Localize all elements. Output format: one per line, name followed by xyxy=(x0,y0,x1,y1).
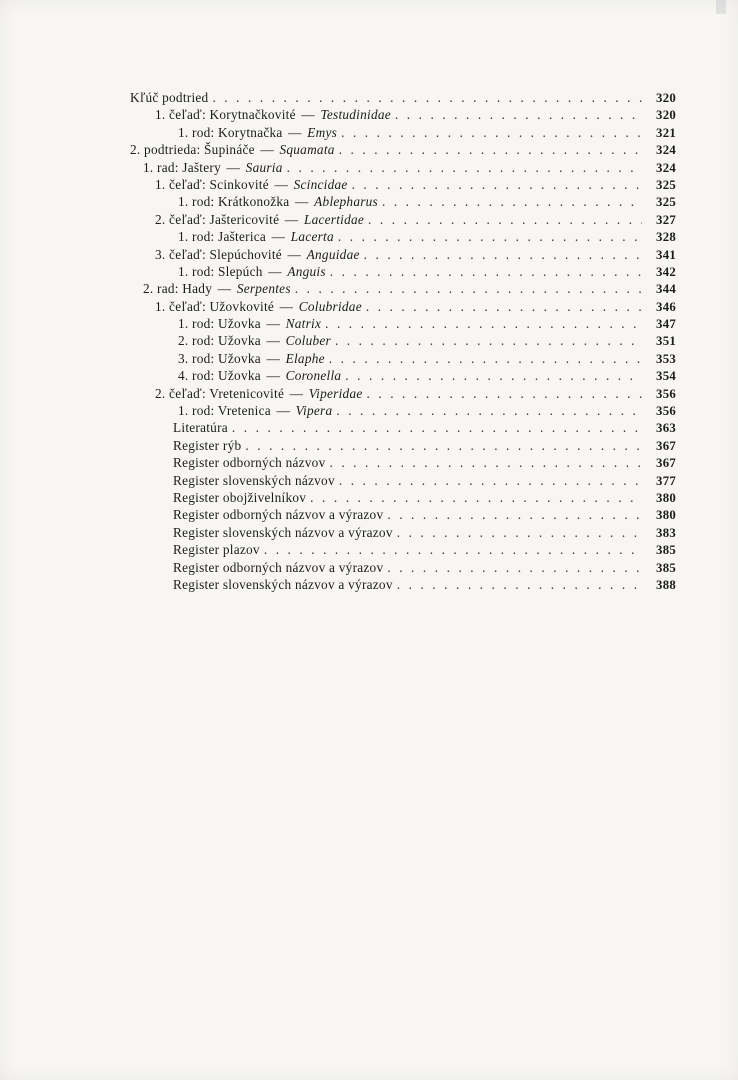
toc-entry-label: 3. rod: Užovka xyxy=(178,350,261,366)
toc-entry-label: 1. rod: Krátkonožka xyxy=(178,194,290,210)
toc-entry-label: Register odborných názvov xyxy=(173,455,326,471)
toc-leader-dots xyxy=(245,437,642,454)
toc-entry-label: 2. čeľaď: Vretenicovité xyxy=(155,385,285,401)
toc-entry-latin-name: Natrix xyxy=(285,316,322,332)
toc-entry-label: 3. čeľaď: Slepúchovité xyxy=(155,246,282,262)
toc-entry-latin-name: Lacerta xyxy=(290,229,334,245)
toc-page-number: 388 xyxy=(656,577,676,592)
toc-entry: 2. podtrieda: Šupináče — Squamata . . . 324 xyxy=(130,141,676,158)
toc-entry-latin-name: Coronella xyxy=(285,368,342,384)
toc-leader-dots xyxy=(295,280,642,297)
toc-page-number: 321 xyxy=(656,125,676,140)
toc-leader-dots xyxy=(339,141,642,158)
toc-entry-label: 1. rod: Slepúch xyxy=(178,263,263,279)
toc-entry-label: 1. čeľaď: Korytnačkovité xyxy=(155,107,296,123)
toc-page-number: 380 xyxy=(656,508,676,523)
toc-page-number: 346 xyxy=(656,299,676,314)
toc-leader-dots xyxy=(397,576,642,593)
toc-leader-dots xyxy=(367,385,643,402)
toc-entry-latin-name: Ablepharus xyxy=(314,194,378,210)
toc-page-number: 351 xyxy=(656,334,676,349)
toc-entry xyxy=(130,559,676,576)
toc-leader-dots xyxy=(335,332,642,349)
toc-entry-label: Register slovenských názvov a výrazov xyxy=(173,576,393,592)
toc-entry: 2. rod: Užovka — Coluber . . . 351 xyxy=(130,332,676,349)
toc-leader-dots xyxy=(397,524,642,541)
toc-page-number: 356 xyxy=(656,404,676,419)
toc-entry-label: Register odborných názvov a výrazov xyxy=(173,507,384,523)
toc-entry: 2. čeľaď: Jaštericovité — Lacertidae . . . 327 xyxy=(130,211,676,228)
toc-entry-label: Register obojživelníkov xyxy=(173,489,307,505)
toc-entry-latin-name: Coluber xyxy=(285,333,331,349)
toc-leader-dots xyxy=(232,419,642,436)
toc-leader-dots xyxy=(352,176,642,193)
toc-entry-latin-name: Viperidae xyxy=(308,385,363,401)
toc-page-number: 353 xyxy=(656,351,676,366)
toc-leader-dots xyxy=(339,472,642,489)
toc-page-number: 320 xyxy=(656,108,676,123)
toc-leader-dots xyxy=(287,159,642,176)
toc-entry-latin-name: Vipera xyxy=(295,403,333,419)
toc-entry-label: 4. rod: Užovka xyxy=(178,368,261,384)
toc-entry-label: 1. rod: Užovka xyxy=(178,316,261,332)
toc-entry: 4. rod: Užovka — Coronella . . . 354 xyxy=(130,367,676,384)
toc-leader-dots xyxy=(364,246,642,263)
toc-leader-dots xyxy=(212,89,642,106)
toc-entry-label: Register slovenských názvov a výrazov xyxy=(173,524,393,540)
toc-leader-dots xyxy=(329,350,642,367)
toc-page-number: 356 xyxy=(656,386,676,401)
toc-page-number: 380 xyxy=(656,490,676,505)
toc-leader-dots xyxy=(329,454,642,471)
toc-page-number: 383 xyxy=(656,525,676,540)
toc-entry-label: Literatúra xyxy=(173,420,228,436)
toc-page-number: 354 xyxy=(656,369,676,384)
toc-leader-dots xyxy=(366,298,642,315)
toc-entry xyxy=(130,576,676,593)
toc-page-number: 367 xyxy=(656,438,676,453)
toc-entry: 1. rod: Vretenica — Vipera . . . 356 xyxy=(130,402,676,419)
toc-entry-label: 1. rod: Vretenica xyxy=(178,403,271,419)
toc-entry: 1. rod: Slepúch — Anguis . . . 342 xyxy=(130,263,676,280)
toc-entry: 1. rod: Užovka — Natrix . . . 347 xyxy=(130,315,676,332)
toc-entry xyxy=(130,541,676,558)
toc-entry: 3. rod: Užovka — Elaphe . . . 353 xyxy=(130,350,676,367)
toc-page-number: 325 xyxy=(656,195,676,210)
toc-entry: 3. čeľaď: Slepúchovité — Anguidae . . . 341 xyxy=(130,246,676,263)
toc-entry: 2. rad: Hady — Serpentes . . . 344 xyxy=(130,280,676,297)
toc-entry-label: 2. čeľaď: Jaštericovité xyxy=(155,211,280,227)
toc-leader-dots xyxy=(330,263,642,280)
toc-leader-dots xyxy=(336,402,642,419)
toc-page-number: 324 xyxy=(656,143,676,158)
toc-page-number: 363 xyxy=(656,421,676,436)
toc-entry: 1. čeľaď: Korytnačkovité — Testudinidae . . . 320 xyxy=(130,106,676,123)
toc-page-number: 344 xyxy=(656,282,676,297)
toc-entry xyxy=(130,454,676,471)
toc-entry-latin-name: Squamata xyxy=(279,142,335,158)
toc-entry-label: Register slovenských názvov xyxy=(173,472,335,488)
toc-page-number: 385 xyxy=(656,560,676,575)
toc-entry xyxy=(130,489,676,506)
toc-entry: 1. rod: Jašterica — Lacerta . . . 328 xyxy=(130,228,676,245)
toc-entry-label: 1. čeľaď: Užovkovité xyxy=(155,298,275,314)
toc-entry xyxy=(130,472,676,489)
toc-leader-dots xyxy=(368,211,642,228)
toc-entry-latin-name: Scincidae xyxy=(293,176,348,192)
toc-entry: 1. rad: Jaštery — Sauria . . . 324 xyxy=(130,159,676,176)
table-of-contents xyxy=(130,89,676,593)
toc-entry xyxy=(130,89,676,106)
page-corner-mark xyxy=(716,0,726,14)
toc-entry-latin-name: Testudinidae xyxy=(320,107,391,123)
toc-leader-dots xyxy=(387,506,642,523)
toc-entry-label: 2. rod: Užovka xyxy=(178,333,261,349)
toc-entry: 1. rod: Korytnačka — Emys . . . 321 xyxy=(130,124,676,141)
toc-entry-label: Register plazov xyxy=(173,542,260,558)
toc-leader-dots xyxy=(264,541,642,558)
toc-leader-dots xyxy=(338,228,642,245)
toc-entry xyxy=(130,524,676,541)
toc-page-number: 385 xyxy=(656,543,676,558)
toc-page-number: 367 xyxy=(656,456,676,471)
toc-entry: 1. čeľaď: Scinkovité — Scincidae . . . 325 xyxy=(130,176,676,193)
toc-entry-latin-name: Sauria xyxy=(245,159,283,175)
toc-entry-label: 1. čeľaď: Scinkovité xyxy=(155,176,269,192)
toc-entry-label: Register odborných názvov a výrazov xyxy=(173,559,384,575)
toc-page-number: 328 xyxy=(656,230,676,245)
toc-leader-dots xyxy=(345,367,642,384)
toc-entry-latin-name: Anguis xyxy=(287,263,326,279)
toc-entry-latin-name: Lacertidae xyxy=(303,211,365,227)
toc-entry-label: 2. podtrieda: Šupináče xyxy=(130,142,255,158)
toc-page-number: 347 xyxy=(656,317,676,332)
toc-page-number: 377 xyxy=(656,473,676,488)
toc-page-number: 325 xyxy=(656,177,676,192)
toc-entry-label: Register rýb xyxy=(173,437,242,453)
toc-entry-label: 1. rod: Korytnačka xyxy=(178,124,283,140)
toc-entry xyxy=(130,506,676,523)
toc-entry-latin-name: Emys xyxy=(307,124,338,140)
toc-entry-latin-name: Anguidae xyxy=(306,246,360,262)
toc-leader-dots xyxy=(395,106,642,123)
toc-entry: 1. rod: Krátkonožka — Ablepharus . . . 325 xyxy=(130,193,676,210)
toc-entry: 2. čeľaď: Vretenicovité — Viperidae . . . 356 xyxy=(130,385,676,402)
toc-leader-dots xyxy=(387,559,642,576)
toc-entry-label: 1. rod: Jašterica xyxy=(178,229,267,245)
toc-entry-latin-name: Colubridae xyxy=(298,298,362,314)
toc-entry-latin-name: Elaphe xyxy=(285,350,325,366)
toc-leader-dots xyxy=(341,124,642,141)
toc-entry-latin-name: Serpentes xyxy=(236,281,291,297)
toc-entry: 1. čeľaď: Užovkovité — Colubridae . . . 346 xyxy=(130,298,676,315)
toc-leader-dots xyxy=(310,489,642,506)
toc-page-number: 327 xyxy=(656,212,676,227)
toc-leader-dots xyxy=(325,315,642,332)
toc-leader-dots xyxy=(382,193,642,210)
toc-page-number: 341 xyxy=(656,247,676,262)
toc-entry-label: Kľúč podtried xyxy=(130,90,209,105)
toc-entry-label: 1. rad: Jaštery xyxy=(143,159,221,175)
toc-entry-label: 2. rad: Hady xyxy=(143,281,213,297)
toc-entry xyxy=(130,437,676,454)
toc-page-number: 324 xyxy=(656,160,676,175)
toc-page-number: 320 xyxy=(656,91,676,105)
toc-entry xyxy=(130,419,676,436)
toc-page-number: 342 xyxy=(656,264,676,279)
